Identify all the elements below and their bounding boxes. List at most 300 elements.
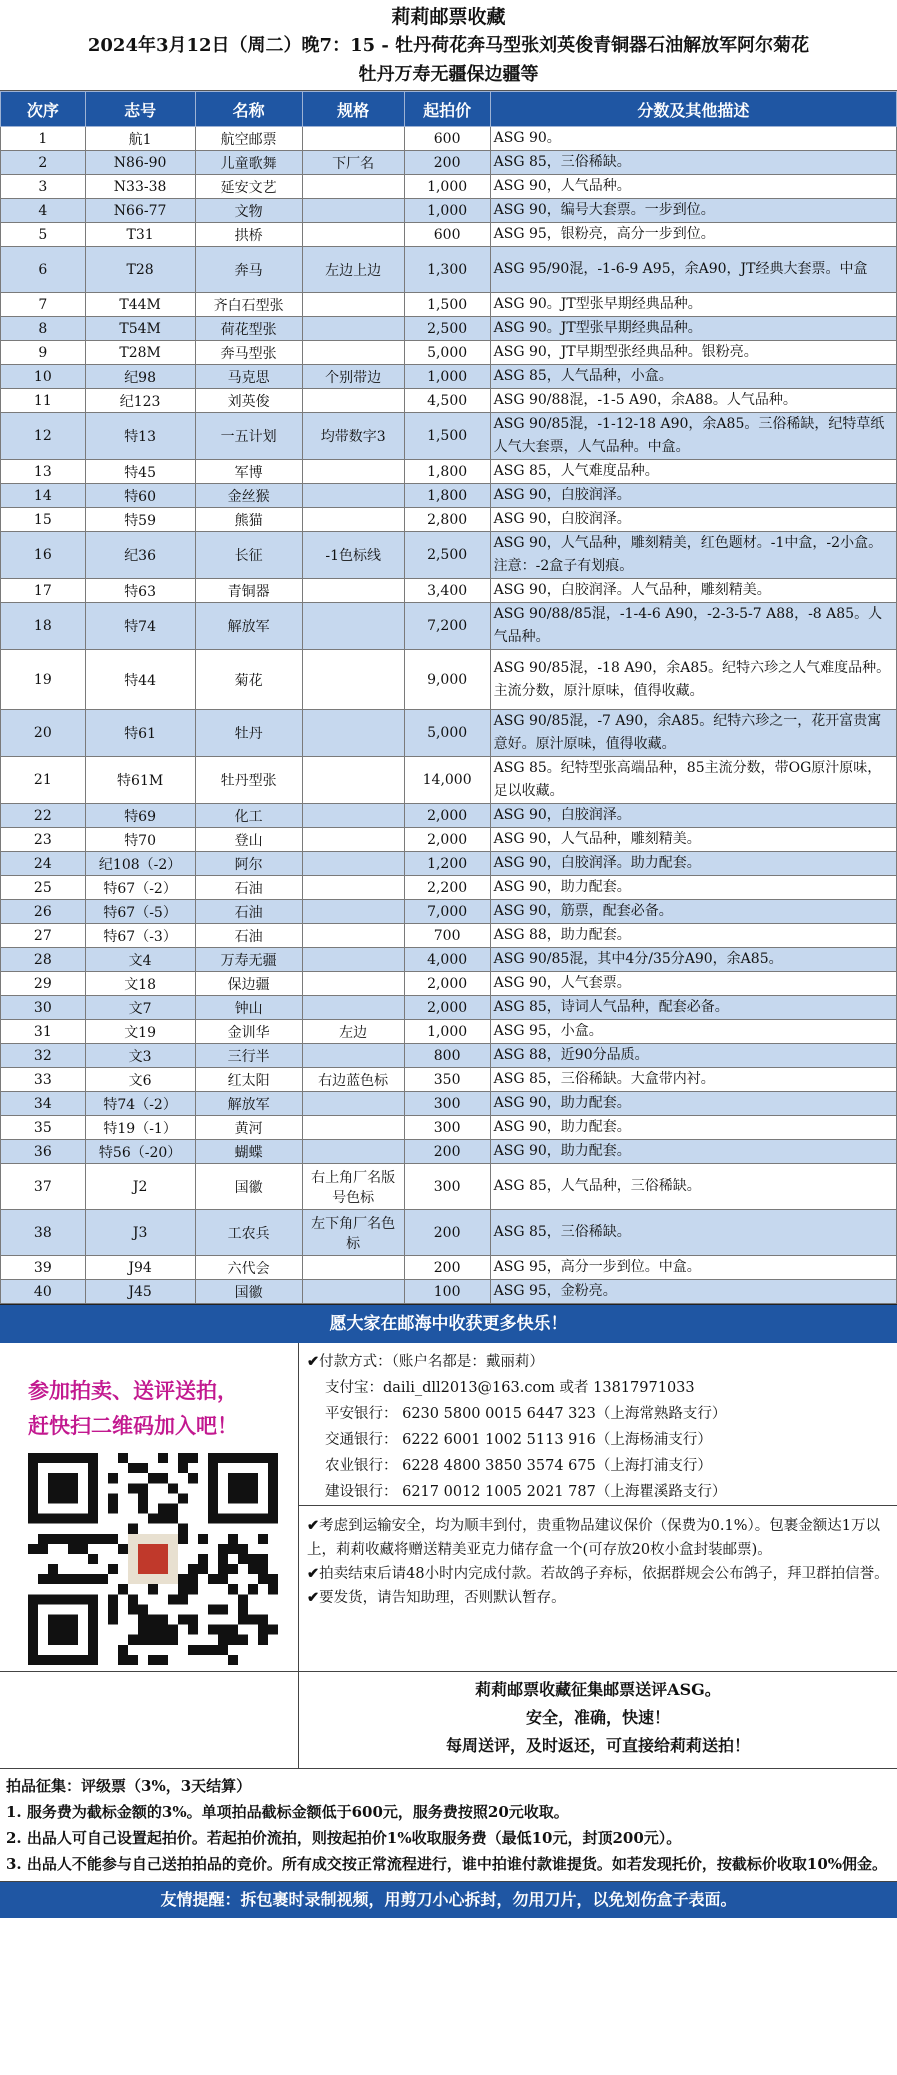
qr-module xyxy=(258,1534,268,1544)
lot-name: 三行半 xyxy=(195,1044,302,1068)
lot-spec xyxy=(302,317,404,341)
info-section xyxy=(0,1343,897,1672)
lot-number: 2 xyxy=(1,151,86,175)
lot-number: 1 xyxy=(1,127,86,151)
table-row xyxy=(1,852,897,876)
lot-number: 7 xyxy=(1,293,86,317)
header-spec: 规格 xyxy=(302,92,404,127)
lot-number: 8 xyxy=(1,317,86,341)
lot-code: 特44 xyxy=(85,650,195,710)
lot-spec xyxy=(302,603,404,650)
qr-module xyxy=(178,1524,188,1534)
qr-module xyxy=(168,1514,178,1524)
lot-description: ASG 85，人气品种，小盒。 xyxy=(490,365,896,389)
lot-description: ASG 90，助力配套。 xyxy=(490,1140,896,1164)
lot-description: ASG 90/88混，-1-5 A90，余A88。人气品种。 xyxy=(490,389,896,413)
table-row xyxy=(1,389,897,413)
lot-name: 国徽 xyxy=(195,1164,302,1210)
lot-start-price: 600 xyxy=(404,127,490,151)
qr-module xyxy=(38,1574,48,1584)
lot-spec xyxy=(302,996,404,1020)
lot-number: 5 xyxy=(1,223,86,247)
lot-spec xyxy=(302,1044,404,1068)
lot-code: J45 xyxy=(85,1280,195,1304)
qr-module xyxy=(108,1564,118,1574)
lot-name: 石油 xyxy=(195,924,302,948)
lot-number: 9 xyxy=(1,341,86,365)
qr-module xyxy=(258,1635,268,1645)
qr-module xyxy=(178,1615,188,1625)
table-row xyxy=(1,1116,897,1140)
lot-code: 纪123 xyxy=(85,389,195,413)
qr-module xyxy=(248,1584,258,1594)
lot-start-price: 1,000 xyxy=(404,1020,490,1044)
lot-number: 39 xyxy=(1,1256,86,1280)
friendly-reminder: 友情提醒：拆包裹时录制视频，用剪刀小心拆封，勿用刀片，以免划伤盒子表面。 xyxy=(0,1882,897,1918)
lot-number: 26 xyxy=(1,900,86,924)
lot-table xyxy=(0,91,897,1304)
lot-start-price: 2,500 xyxy=(404,532,490,579)
lot-code: T54M xyxy=(85,317,195,341)
auction-subtitle: 2024年3月12日（周二）晚7：15 - 牡丹荷花奔马型张刘英俊青铜器石油解放军阿尔菊花 xyxy=(87,35,810,56)
lot-start-price: 200 xyxy=(404,1256,490,1280)
page-title-block xyxy=(0,0,897,91)
lot-description: ASG 90，JT早期型张经典品种。银粉亮。 xyxy=(490,341,896,365)
lot-description: ASG 90/88/85混，-1-4-6 A90，-2-3-5-7 A88，-8 A85。人气品种。 xyxy=(490,603,896,650)
lot-spec xyxy=(302,852,404,876)
lot-spec xyxy=(302,972,404,996)
bank-line: 交通银行： 6222 6001 1002 5113 916（上海杨浦支行） xyxy=(325,1432,712,1448)
qr-module xyxy=(158,1503,168,1513)
qr-module xyxy=(128,1483,138,1493)
qr-finder xyxy=(48,1473,78,1503)
qr-module xyxy=(78,1574,88,1584)
lot-description: ASG 90/85混，-7 A90，余A85。纪特六珍之一，花开富贵寓意好。原汁原味，值得收藏。 xyxy=(490,710,896,757)
lot-number: 14 xyxy=(1,484,86,508)
qr-module xyxy=(128,1594,138,1604)
header-name: 名称 xyxy=(195,92,302,127)
note-payment-deadline: 拍卖结束后请48小时内完成付款。若故鸽子弃标，依据群规会公布鸽子，拜卫群拍信誉。 xyxy=(319,1566,889,1582)
table-row xyxy=(1,341,897,365)
qr-module xyxy=(158,1615,168,1625)
lot-start-price: 1,500 xyxy=(404,413,490,460)
table-row xyxy=(1,948,897,972)
lot-name: 万寿无疆 xyxy=(195,948,302,972)
lot-code: N66-77 xyxy=(85,199,195,223)
rules-title: 拍品征集：评级票（3%，3天结算） xyxy=(6,1777,252,1795)
bank-line: 建设银行： 6217 0012 1005 2021 787（上海瞿溪路支行） xyxy=(325,1484,727,1500)
lot-name: 齐白石型张 xyxy=(195,293,302,317)
lot-description: ASG 88，近90分品质。 xyxy=(490,1044,896,1068)
lot-code: J94 xyxy=(85,1256,195,1280)
lot-name: 牡丹 xyxy=(195,710,302,757)
lot-code: 特13 xyxy=(85,413,195,460)
lot-description: ASG 85，诗词人气品种，配套必备。 xyxy=(490,996,896,1020)
table-row xyxy=(1,900,897,924)
qr-module xyxy=(148,1514,158,1524)
header-desc: 分数及其他描述 xyxy=(490,92,896,127)
asg-line-3: 每周送评，及时返还，可直接给莉莉送拍！ xyxy=(445,1736,750,1755)
asg-row xyxy=(0,1672,897,1769)
lot-number: 23 xyxy=(1,828,86,852)
qr-module xyxy=(208,1645,218,1655)
table-row xyxy=(1,151,897,175)
lot-start-price: 1,300 xyxy=(404,247,490,293)
qr-module xyxy=(208,1574,218,1584)
lot-start-price: 700 xyxy=(404,924,490,948)
qr-module xyxy=(248,1554,258,1564)
lot-code: J2 xyxy=(85,1164,195,1210)
lot-number: 11 xyxy=(1,389,86,413)
shop-title: 莉莉邮票收藏 xyxy=(391,6,506,28)
lot-code: 特19（-1） xyxy=(85,1116,195,1140)
qr-module xyxy=(168,1483,178,1493)
qr-module xyxy=(188,1645,198,1655)
lot-name: 石油 xyxy=(195,900,302,924)
lot-name: 航空邮票 xyxy=(195,127,302,151)
qr-module xyxy=(158,1473,168,1483)
qr-module xyxy=(148,1584,158,1594)
lot-start-price: 200 xyxy=(404,151,490,175)
qr-module xyxy=(198,1564,208,1574)
rule-item: 1. 服务费为截标金额的3%。单项拍品截标金额低于600元，服务费按照20元收取。 xyxy=(6,1803,569,1821)
lot-spec xyxy=(302,1280,404,1304)
lot-number: 13 xyxy=(1,460,86,484)
lot-name: 钟山 xyxy=(195,996,302,1020)
lot-spec xyxy=(302,341,404,365)
table-row xyxy=(1,127,897,151)
qr-module xyxy=(268,1584,278,1594)
lot-number: 27 xyxy=(1,924,86,948)
lot-spec xyxy=(302,1092,404,1116)
qr-module xyxy=(48,1574,58,1584)
table-row xyxy=(1,317,897,341)
qr-module xyxy=(88,1574,98,1584)
lot-code: N86-90 xyxy=(85,151,195,175)
lot-description: ASG 90，人气品种，雕刻精美，红色题材。-1中盒，-2小盒。注意：-2盒子有划痕。 xyxy=(490,532,896,579)
lot-spec xyxy=(302,199,404,223)
lot-code: T28M xyxy=(85,341,195,365)
qr-module xyxy=(228,1584,238,1594)
qr-module xyxy=(158,1635,168,1645)
lot-spec xyxy=(302,828,404,852)
lot-start-price: 100 xyxy=(404,1280,490,1304)
qr-module xyxy=(108,1604,118,1614)
lot-spec xyxy=(302,924,404,948)
lot-description: ASG 90，筋票，配套必备。 xyxy=(490,900,896,924)
lot-start-price: 2,000 xyxy=(404,972,490,996)
promo-line-1: 参加拍卖、送评送拍， xyxy=(28,1378,238,1403)
lot-description: ASG 90，助力配套。 xyxy=(490,1092,896,1116)
qr-module xyxy=(178,1493,188,1503)
header-no: 次序 xyxy=(1,92,86,127)
qr-module xyxy=(128,1524,138,1534)
lot-spec xyxy=(302,223,404,247)
lot-name: 六代会 xyxy=(195,1256,302,1280)
qr-module xyxy=(188,1584,198,1594)
table-row xyxy=(1,532,897,579)
lot-number: 22 xyxy=(1,804,86,828)
qr-module xyxy=(258,1574,268,1584)
qr-module xyxy=(148,1635,158,1645)
qr-module xyxy=(68,1544,78,1554)
lot-start-price: 2,000 xyxy=(404,996,490,1020)
lot-start-price: 300 xyxy=(404,1092,490,1116)
lot-name: 荷花型张 xyxy=(195,317,302,341)
lot-description: ASG 85，人气品种，三俗稀缺。 xyxy=(490,1164,896,1210)
lot-description: ASG 95，金粉亮。 xyxy=(490,1280,896,1304)
lot-spec xyxy=(302,1256,404,1280)
qr-module xyxy=(128,1604,138,1614)
lot-number: 34 xyxy=(1,1092,86,1116)
lot-start-price: 200 xyxy=(404,1210,490,1256)
lot-number: 15 xyxy=(1,508,86,532)
lot-description: ASG 85，人气难度品种。 xyxy=(490,460,896,484)
lot-description: ASG 90，助力配套。 xyxy=(490,876,896,900)
table-row xyxy=(1,828,897,852)
qr-module xyxy=(108,1503,118,1513)
lot-number: 3 xyxy=(1,175,86,199)
qr-module xyxy=(218,1564,228,1574)
lot-code: 特56（-20） xyxy=(85,1140,195,1164)
lot-name: 儿童歌舞 xyxy=(195,151,302,175)
qr-module xyxy=(228,1534,238,1544)
qr-module xyxy=(168,1625,178,1635)
lot-code: 特60 xyxy=(85,484,195,508)
lot-start-price: 2,500 xyxy=(404,317,490,341)
lot-name: 菊花 xyxy=(195,650,302,710)
lot-name: 牡丹型张 xyxy=(195,757,302,804)
lot-start-price: 5,000 xyxy=(404,341,490,365)
qr-module xyxy=(258,1615,268,1625)
table-row xyxy=(1,972,897,996)
lot-name: 国徽 xyxy=(195,1280,302,1304)
lot-start-price: 7,200 xyxy=(404,603,490,650)
qr-module xyxy=(78,1544,88,1554)
lot-number: 40 xyxy=(1,1280,86,1304)
lot-code: 文3 xyxy=(85,1044,195,1068)
qr-module xyxy=(48,1564,58,1574)
qr-module xyxy=(118,1655,128,1665)
qr-module xyxy=(108,1493,118,1503)
lot-number: 32 xyxy=(1,1044,86,1068)
payment-title: 付款方式：（账户名都是：戴丽莉） xyxy=(319,1354,544,1370)
lot-description: ASG 90，白胶润泽。 xyxy=(490,804,896,828)
lot-code: 特67（-2） xyxy=(85,876,195,900)
lot-code: T44M xyxy=(85,293,195,317)
qr-module xyxy=(98,1534,108,1544)
table-row xyxy=(1,650,897,710)
lot-number: 18 xyxy=(1,603,86,650)
lot-start-price: 2,000 xyxy=(404,828,490,852)
qr-module xyxy=(188,1625,198,1635)
lot-code: 特67（-3） xyxy=(85,924,195,948)
qr-module xyxy=(178,1574,188,1584)
lot-description: ASG 95，银粉亮，高分一步到位。 xyxy=(490,223,896,247)
lot-name: 石油 xyxy=(195,876,302,900)
table-row xyxy=(1,484,897,508)
table-row xyxy=(1,247,897,293)
lot-spec: 左边上边 xyxy=(302,247,404,293)
table-row xyxy=(1,199,897,223)
lot-code: 特74（-2） xyxy=(85,1092,195,1116)
qr-module xyxy=(138,1635,148,1645)
lot-spec xyxy=(302,650,404,710)
qr-module xyxy=(148,1655,158,1665)
qr-module xyxy=(108,1473,118,1483)
table-row xyxy=(1,1092,897,1116)
lot-number: 35 xyxy=(1,1116,86,1140)
payment-info xyxy=(299,1343,897,1506)
lot-code: 文4 xyxy=(85,948,195,972)
lot-start-price: 7,000 xyxy=(404,900,490,924)
qr-module xyxy=(218,1645,228,1655)
lot-spec xyxy=(302,484,404,508)
lot-number: 25 xyxy=(1,876,86,900)
payment-panel xyxy=(299,1343,897,1671)
qr-finder xyxy=(48,1615,78,1645)
lot-description: ASG 95/90混，-1-6-9 A95，余A90，JT经典大套票。中盒 xyxy=(490,247,896,293)
lot-name: 军博 xyxy=(195,460,302,484)
lot-description: ASG 90。 xyxy=(490,127,896,151)
lot-code: N33-38 xyxy=(85,175,195,199)
qr-module xyxy=(118,1645,128,1655)
qr-module xyxy=(228,1544,238,1554)
qr-module xyxy=(168,1503,178,1513)
table-row xyxy=(1,1068,897,1092)
table-row xyxy=(1,804,897,828)
lot-description: ASG 90，助力配套。 xyxy=(490,1116,896,1140)
lot-name: 延安文艺 xyxy=(195,175,302,199)
lot-name: 金训华 xyxy=(195,1020,302,1044)
lot-start-price: 1,000 xyxy=(404,365,490,389)
lot-name: 奔马 xyxy=(195,247,302,293)
table-row xyxy=(1,924,897,948)
lot-code: 特45 xyxy=(85,460,195,484)
lot-description: ASG 90，人气品种。 xyxy=(490,175,896,199)
qr-module xyxy=(108,1594,118,1604)
lot-description: ASG 90。JT型张早期经典品种。 xyxy=(490,293,896,317)
check-icon: ✔ xyxy=(307,1565,320,1582)
table-row xyxy=(1,1256,897,1280)
qr-module xyxy=(198,1534,208,1544)
lot-number: 10 xyxy=(1,365,86,389)
lot-name: 黄河 xyxy=(195,1116,302,1140)
lot-start-price: 800 xyxy=(404,1044,490,1068)
lot-description: ASG 90/85混，其中4分/35分A90，余A85。 xyxy=(490,948,896,972)
qr-code-image[interactable] xyxy=(28,1453,278,1665)
lot-description: ASG 90，白胶润泽。人气品种，雕刻精美。 xyxy=(490,579,896,603)
qr-module xyxy=(238,1544,248,1554)
lot-number: 36 xyxy=(1,1140,86,1164)
lot-description: ASG 90。JT型张早期经典品种。 xyxy=(490,317,896,341)
lot-code: 特69 xyxy=(85,804,195,828)
lot-code: 特61 xyxy=(85,710,195,757)
lot-description: ASG 90，白胶润泽。助力配套。 xyxy=(490,852,896,876)
qr-module xyxy=(218,1574,228,1584)
bank-line: 平安银行： 6230 5800 0015 6447 323（上海常熟路支行） xyxy=(325,1406,727,1422)
qr-module xyxy=(208,1625,218,1635)
qr-module xyxy=(88,1534,98,1544)
qr-module xyxy=(138,1493,148,1503)
qr-module xyxy=(38,1534,48,1544)
lot-code: 特59 xyxy=(85,508,195,532)
qr-module xyxy=(178,1453,188,1463)
lot-description: ASG 85。纪特型张高端品种，85主流分数，带OG原汁原味，足以收藏。 xyxy=(490,757,896,804)
lot-description: ASG 95，高分一步到位。中盒。 xyxy=(490,1256,896,1280)
lot-start-price: 300 xyxy=(404,1116,490,1140)
table-row xyxy=(1,365,897,389)
qr-module xyxy=(258,1564,268,1574)
lot-spec xyxy=(302,710,404,757)
table-row xyxy=(1,996,897,1020)
lot-number: 31 xyxy=(1,1020,86,1044)
lot-start-price: 1,200 xyxy=(404,852,490,876)
table-row xyxy=(1,710,897,757)
lot-code: T28 xyxy=(85,247,195,293)
lot-spec xyxy=(302,948,404,972)
check-icon: ✔ xyxy=(307,1353,320,1370)
lot-code: 文7 xyxy=(85,996,195,1020)
asg-line-2: 安全，准确，快速！ xyxy=(525,1708,670,1727)
lot-start-price: 5,000 xyxy=(404,710,490,757)
lot-start-price: 4,500 xyxy=(404,389,490,413)
lot-description: ASG 90，白胶润泽。 xyxy=(490,508,896,532)
qr-module xyxy=(188,1615,198,1625)
rule-item: 2. 出品人可自己设置起拍价。若起拍价流拍，则按起拍价1%收取服务费（最低10元，封顶200元）。 xyxy=(6,1829,682,1847)
lot-description: ASG 90，人气套票。 xyxy=(490,972,896,996)
table-row xyxy=(1,508,897,532)
qr-module xyxy=(238,1635,248,1645)
lot-start-price: 350 xyxy=(404,1068,490,1092)
qr-module xyxy=(258,1554,268,1564)
lot-start-price: 1,000 xyxy=(404,175,490,199)
qr-module xyxy=(228,1625,238,1635)
lot-number: 29 xyxy=(1,972,86,996)
asg-promo xyxy=(299,1672,897,1768)
lot-name: 文物 xyxy=(195,199,302,223)
lot-number: 38 xyxy=(1,1210,86,1256)
lot-spec xyxy=(302,1116,404,1140)
qr-module xyxy=(28,1544,38,1554)
table-row xyxy=(1,1164,897,1210)
promo-text xyxy=(28,1373,298,1443)
lot-start-price: 4,000 xyxy=(404,948,490,972)
table-row xyxy=(1,757,897,804)
lot-name: 长征 xyxy=(195,532,302,579)
lot-description: ASG 85，三俗稀缺。 xyxy=(490,151,896,175)
qr-module xyxy=(138,1604,148,1614)
qr-module xyxy=(68,1574,78,1584)
asg-spacer xyxy=(0,1672,299,1768)
table-row xyxy=(1,460,897,484)
qr-module xyxy=(108,1534,118,1544)
lot-start-price: 600 xyxy=(404,223,490,247)
check-icon: ✔ xyxy=(307,1517,320,1534)
lot-name: 阿尔 xyxy=(195,852,302,876)
lot-start-price: 3,400 xyxy=(404,579,490,603)
qr-module xyxy=(168,1594,178,1604)
qr-module xyxy=(218,1604,228,1614)
qr-module xyxy=(128,1635,138,1645)
qr-module xyxy=(248,1564,258,1574)
table-row xyxy=(1,1210,897,1256)
lot-name: 登山 xyxy=(195,828,302,852)
qr-module xyxy=(248,1615,258,1625)
qr-module xyxy=(218,1625,228,1635)
lot-number: 37 xyxy=(1,1164,86,1210)
lot-number: 16 xyxy=(1,532,86,579)
